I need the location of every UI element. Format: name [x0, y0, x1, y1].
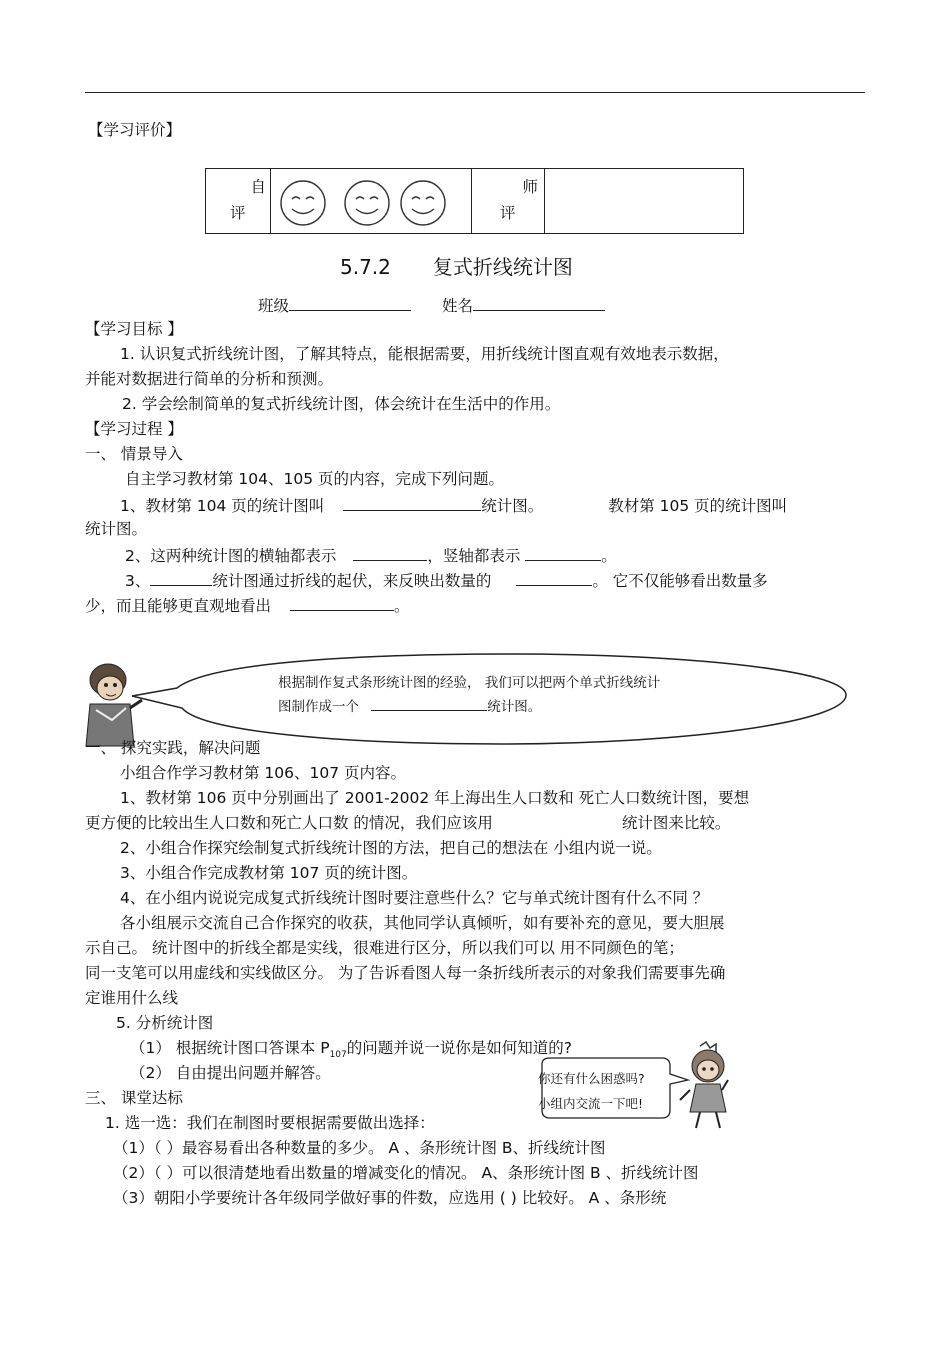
cartoon-girl-icon: [680, 1042, 728, 1128]
explore-p5-line-1: 各小组展示交流自己合作探究的收获，其他同学认真倾听，如有要补充的意见，要大胆展: [120, 914, 725, 932]
practice-q1-2: （2）（ ）可以很清楚地看出数量的增减变化的情况。 A、条形统计图 B 、折线统计图: [113, 1164, 699, 1182]
q2-part-b: ，竖轴都表示: [427, 547, 521, 565]
q3-blank-3[interactable]: [290, 594, 394, 611]
question-1: [120, 494, 787, 516]
goal-2: 2. 学会绘制简单的复式折线统计图，体会统计在生活中的作用。: [122, 395, 561, 413]
q1-part-b: 统计图。: [481, 497, 544, 515]
explore-p1-line-1: 1、教材第 106 页中分别画出了 2001-2002 年上海出生人口数和 死亡人口数统计图，要想: [120, 789, 750, 807]
q3-part-a: 3、: [125, 572, 151, 590]
self-eval-label-cell: [206, 169, 271, 234]
section-2-title: 一、 探究实践，解决问题: [85, 739, 261, 757]
self-eval-label-2: 评: [230, 204, 246, 222]
class-label: 班级: [258, 297, 290, 315]
explore-p4: 4、在小组内说说完成复式折线统计图时要注意些什么？它与单式统计图有什么不同 ？: [120, 889, 709, 907]
explore-p1-line-2-a: 更方便的比较出生人口数和死亡人口数 的情况，我们应该用: [85, 814, 493, 832]
bubble-line-2-b: 统计图。: [487, 699, 542, 715]
q1-part-d: 统计图。: [85, 520, 148, 538]
section-2-intro: 小组合作学习教材第 106、107 页内容。: [120, 764, 407, 782]
explore-p1-line-2-b: 统计图来比较。: [621, 814, 731, 832]
smiley-face-icon: [281, 181, 325, 225]
bubble-line-1: 根据制作复式条形统计图的经验， 我们可以把两个单式折线统计: [278, 675, 661, 691]
q3-part-b: 统计图通过折线的起伏，来反映出数量的: [212, 572, 492, 590]
evaluation-table: [205, 168, 744, 234]
section-3-title: 三、 课堂达标: [85, 1089, 183, 1107]
goal-1-line-1: 1. 认识复式折线统计图，了解其特点，能根据需要，用折线统计图直观有效地表示数据，: [120, 345, 729, 363]
q3-part-e: 。: [393, 597, 410, 615]
explore-p3: 3、小组合作完成教材第 107 页的统计图。: [120, 864, 418, 882]
evaluation-heading: 【学习评价】: [88, 121, 182, 139]
practice-q1-1: （1）（ ）最容易看出各种数量的多少。 A 、条形统计图 B、折线统计图: [113, 1139, 606, 1157]
q2-blank-2[interactable]: [525, 544, 601, 561]
cartoon-boy-icon: [86, 664, 142, 746]
explore-p6-1-sub: 107: [329, 1050, 347, 1061]
q3-part-c: 。 它不仅能够看出数量多: [592, 572, 768, 590]
student-info: [258, 294, 605, 316]
practice-q1: 1. 选一选：我们在制图时要根据需要做出选择：: [105, 1114, 435, 1132]
question-3-cont: [85, 594, 409, 616]
title-name: 复式折线统计图: [432, 255, 573, 279]
class-blank[interactable]: [289, 294, 411, 311]
q3-blank-1[interactable]: [150, 569, 212, 586]
self-eval-label-1: 自: [250, 178, 266, 196]
explore-p6-1: [130, 1038, 572, 1065]
q2-part-a: 2、这两种统计图的横轴都表示: [125, 547, 337, 565]
small-bubble-line-1: 你还有什么困惑吗?: [538, 1071, 645, 1086]
explore-p5-line-3: 同一支笔可以用虚线和实线做区分。 为了告诉看图人每一条折线所表示的对象我们需要事先确: [85, 964, 726, 982]
section-1-intro: 自主学习教材第 104、105 页的内容，完成下列问题。: [125, 470, 505, 488]
name-label: 姓名: [441, 297, 473, 315]
question-2: [125, 544, 617, 566]
name-blank[interactable]: [473, 294, 605, 311]
title-number: 5.7.2: [340, 255, 391, 279]
top-rule: [85, 92, 865, 93]
process-heading: 【学习过程 】: [85, 420, 183, 438]
page-title: [340, 255, 573, 279]
goals-heading: 【学习目标 】: [85, 320, 183, 338]
explore-p6-1-b: 的问题并说一说你是如何知道的?: [346, 1039, 572, 1057]
q1-part-c: 教材第 105 页的统计图叫: [608, 497, 788, 515]
explore-p6-1-a: （1） 根据统计图口答课本 P: [130, 1039, 330, 1057]
q1-blank-1[interactable]: [343, 494, 481, 511]
smiley-cell: [271, 169, 472, 234]
q1-part-a: 1、教材第 104 页的统计图叫: [120, 497, 325, 515]
teacher-eval-label-2: 评: [500, 204, 516, 222]
smiley-face-icon: [401, 181, 445, 225]
goal-1-line-2: 并能对数据进行简单的分析和预测。: [85, 370, 334, 388]
q2-part-c: 。: [601, 547, 617, 565]
explore-p5-line-2: 示自己。 统计图中的折线全都是实线，很难进行区分，所以我们可以 用不同颜色的笔；: [85, 939, 684, 957]
q3-part-d: 少，而且能够更直观地看出: [85, 597, 272, 615]
explore-p6: 5. 分析统计图: [116, 1014, 214, 1032]
teacher-eval-label-cell: [472, 169, 545, 234]
q3-blank-2[interactable]: [516, 569, 592, 586]
question-3: [125, 569, 768, 591]
bubble-line-2: [278, 697, 541, 717]
smiley-faces: [271, 169, 471, 229]
explore-p1-line-2: [85, 813, 730, 833]
practice-q1-3: （3）朝阳小学要统计各年级同学做好事的件数，应选用 ( ) 比较好。 A 、条形统: [113, 1189, 667, 1207]
section-1-title: 一、 情景导入: [85, 445, 183, 463]
explore-p5-line-4: 定谁用什么线: [85, 989, 179, 1007]
explore-p6-2: （2） 自由提出问题并解答。: [130, 1064, 331, 1082]
q2-blank-1[interactable]: [353, 544, 427, 561]
smiley-face-icon: [345, 181, 389, 225]
small-bubble-line-2: 小组内交流一下吧!: [538, 1096, 644, 1111]
teacher-eval-label-1: 师: [522, 178, 538, 196]
explore-p2: 2、小组合作探究绘制复式折线统计图的方法，把自己的想法在 小组内说一说。: [120, 839, 662, 857]
bubble-line-2-a: 图制作成一个: [278, 699, 359, 715]
bubble-blank[interactable]: [371, 697, 487, 711]
teacher-eval-cell: [545, 169, 744, 234]
